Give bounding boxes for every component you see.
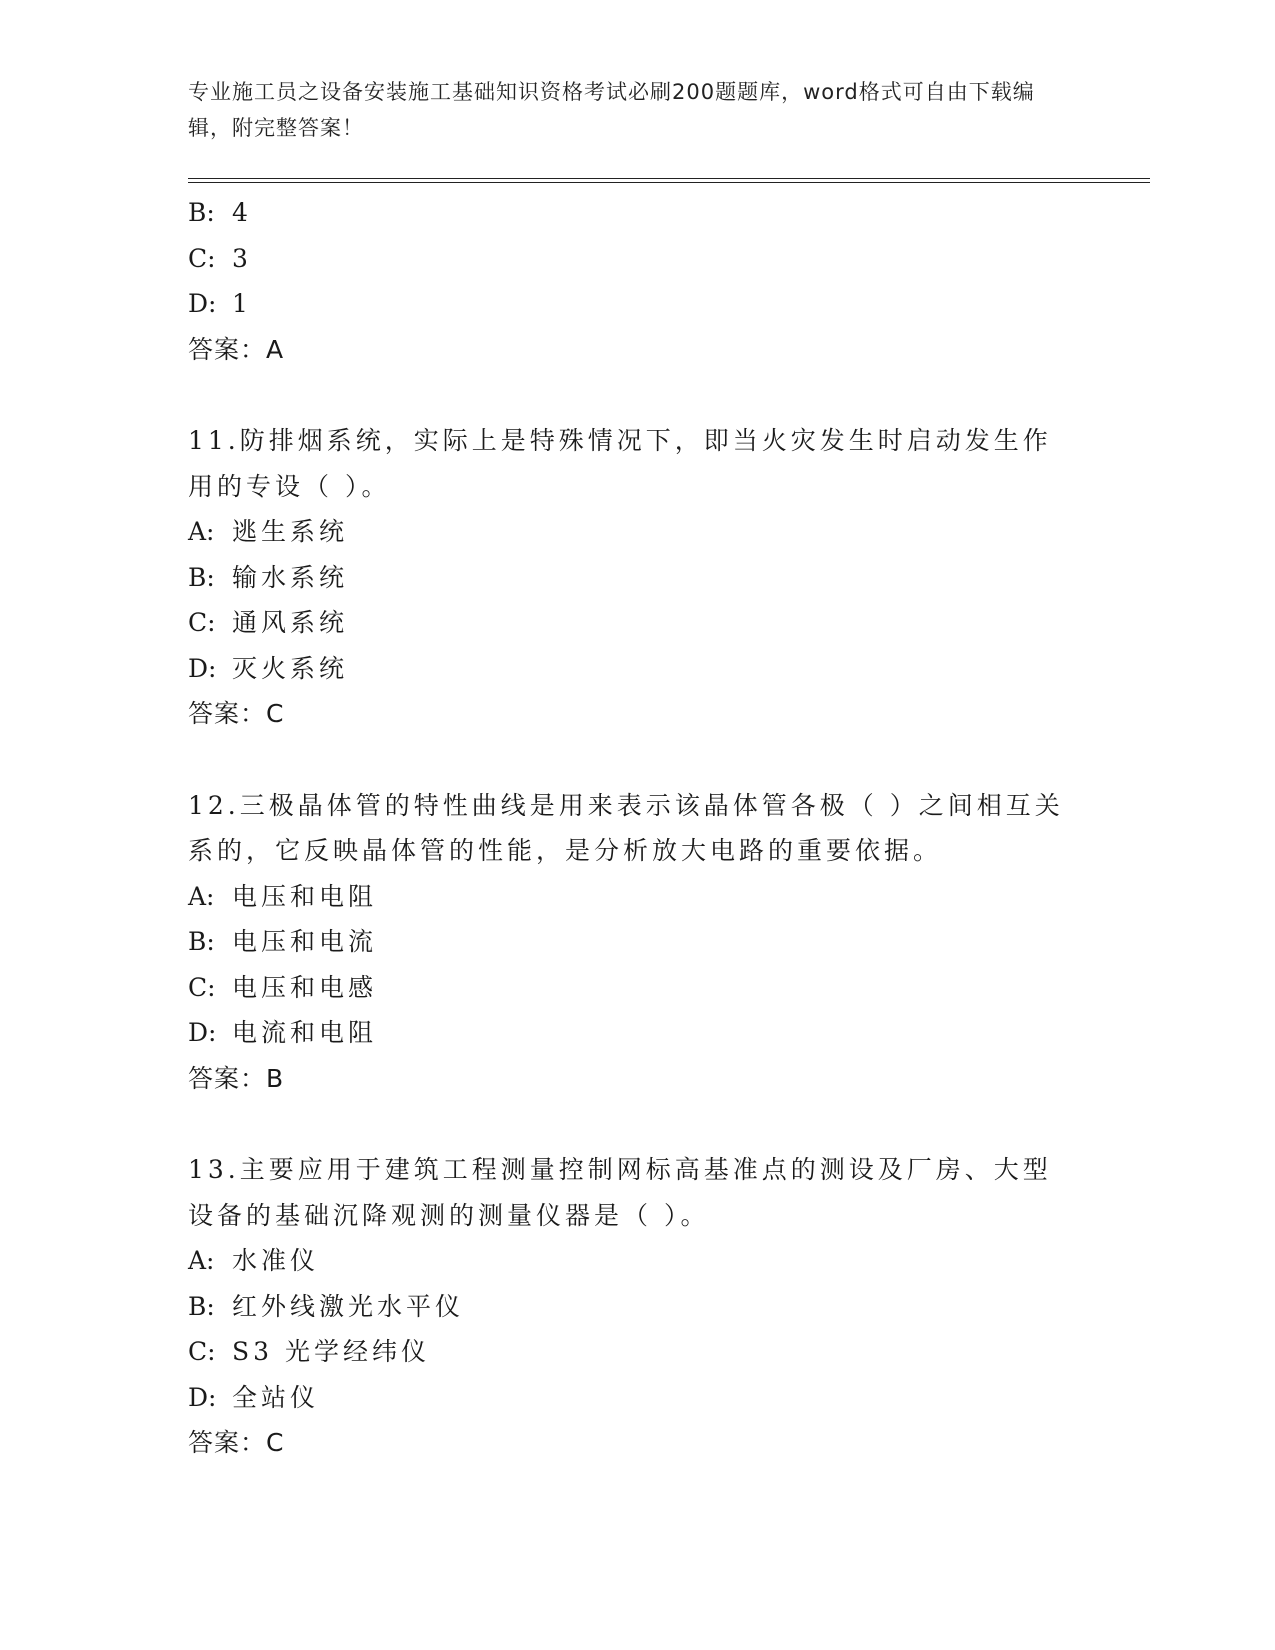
option-c <box>188 600 1088 646</box>
option-d <box>188 1375 1088 1421</box>
option-letter: A: <box>188 881 215 911</box>
option-d <box>188 281 1088 327</box>
option-text: 红外线激光水平仪 <box>232 1291 465 1321</box>
option-c <box>188 236 1088 282</box>
option-letter: C: <box>188 972 216 1002</box>
option-text: 3 <box>232 243 252 273</box>
answer-line: 答案：B <box>188 1063 285 1093</box>
option-text: 通风系统 <box>232 608 349 637</box>
option-c <box>188 1329 1088 1375</box>
option-letter: B: <box>188 198 215 227</box>
header-rule-bottom <box>188 182 1150 183</box>
option-letter: C: <box>188 243 216 273</box>
option-a <box>188 874 1088 920</box>
option-letter: C: <box>188 1337 216 1366</box>
option-b <box>188 555 1088 601</box>
header-rule-top <box>188 178 1150 179</box>
option-letter: B: <box>188 562 215 592</box>
option-a <box>188 1238 1088 1284</box>
option-text: 逃生系统 <box>232 517 349 546</box>
option-text: 1 <box>232 289 252 318</box>
option-text: 输水系统 <box>232 562 349 592</box>
question-12 <box>188 783 1088 1102</box>
option-c <box>188 965 1088 1011</box>
page-header: 专业施工员之设备安装施工基础知识资格考试必刷200题题库，word格式可自由下载编辑，附完整答案！ <box>188 80 1035 140</box>
prev-question-tail <box>188 190 1088 372</box>
document-body <box>188 190 1088 1466</box>
option-text: 电压和电流 <box>232 927 378 956</box>
question-text: 11.防排烟系统，实际上是特殊情况下，即当火灾发生时启动发生作用的专设（ ）。 <box>188 426 1052 501</box>
option-text: 水准仪 <box>232 1246 320 1275</box>
option-text: 电流和电阻 <box>232 1018 378 1047</box>
option-text: S3 光学经纬仪 <box>232 1337 430 1366</box>
option-text: 全站仪 <box>232 1382 320 1412</box>
option-letter: B: <box>188 1291 215 1321</box>
option-b <box>188 919 1088 965</box>
option-text: 4 <box>232 198 252 227</box>
option-d <box>188 646 1088 692</box>
option-b <box>188 190 1088 236</box>
question-text: 13.主要应用于建筑工程测量控制网标高基准点的测设及厂房、大型设备的基础沉降观测的测量仪器是（ ）。 <box>188 1155 1052 1230</box>
option-letter: D: <box>188 1018 217 1047</box>
option-letter: D: <box>188 653 217 683</box>
option-letter: B: <box>188 927 215 956</box>
answer-line: 答案：C <box>188 1428 285 1457</box>
option-d <box>188 1010 1088 1056</box>
option-letter: D: <box>188 289 217 318</box>
option-text: 电压和电阻 <box>232 881 378 911</box>
option-letter: A: <box>188 517 215 546</box>
option-letter: C: <box>188 608 216 637</box>
option-letter: D: <box>188 1382 217 1412</box>
question-13 <box>188 1147 1088 1466</box>
answer-line: 答案：C <box>188 699 285 728</box>
question-text: 12.三极晶体管的特性曲线是用来表示该晶体管各极（ ）之间相互关系的，它反映晶体管的性能，是分析放大电路的重要依据。 <box>188 790 1064 865</box>
option-text: 灭火系统 <box>232 653 349 683</box>
question-11 <box>188 418 1088 737</box>
option-text: 电压和电感 <box>232 972 378 1002</box>
option-letter: A: <box>188 1246 215 1275</box>
option-b <box>188 1284 1088 1330</box>
option-a <box>188 509 1088 555</box>
answer-line: 答案：A <box>188 334 285 364</box>
